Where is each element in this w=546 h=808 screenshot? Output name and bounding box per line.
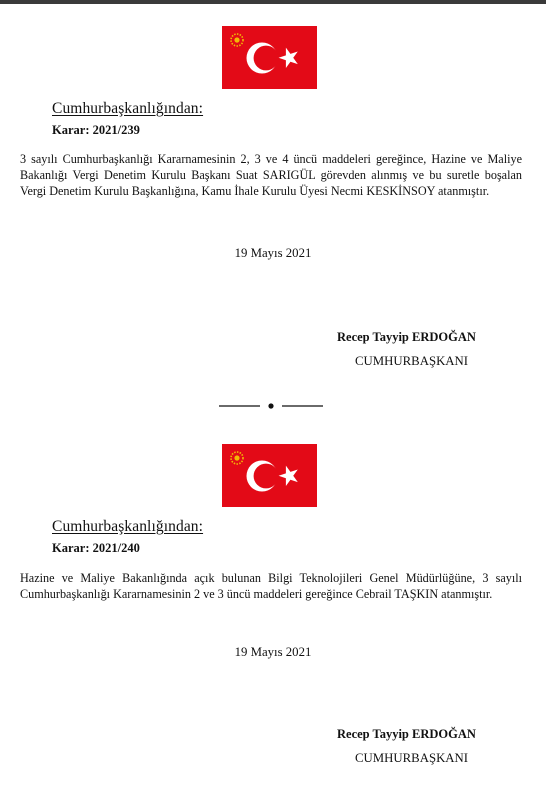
decree-number: Karar: 2021/240 xyxy=(52,541,140,555)
signer-name: Recep Tayyip ERDOĞAN xyxy=(337,330,476,344)
decree-date: 19 Mayıs 2021 xyxy=(234,645,312,659)
decree-body: Hazine ve Maliye Bakanlığında açık bulunan Bilgi Teknolojileri Genel Müdürlüğüne, 3 sayılı Cumhurbaşkanlığı Kararnamesinin 2 ve 3 üncü maddeleri gereğince Cebrail TAŞKIN atanmıştır. xyxy=(20,571,522,601)
signer-title: CUMHURBAŞKANI xyxy=(355,354,469,368)
turkish-flag-icon xyxy=(222,444,317,507)
decree-heading: Cumhurbaşkanlığından: xyxy=(52,100,204,117)
signer-name: Recep Tayyip ERDOĞAN xyxy=(337,727,476,741)
decree-number: Karar: 2021/239 xyxy=(52,123,140,137)
top-border xyxy=(0,0,546,4)
decree-body: 3 sayılı Cumhurbaşkanlığı Kararnamesinin 2, 3 ve 4 üncü maddeleri gereğince, Hazine ve Maliye Bakanlığı Vergi Denetim Kurulu Başkanı Suat SARIGÜL görevden alınmış ve bu suretle boşalan Vergi Denetim Kurulu Başkanlığına, Kamu İhale Kurulu Üyesi Necmi KESKİNSOY atanmıştır. xyxy=(20,152,522,198)
bullet-separator-icon xyxy=(219,400,323,412)
decree-date: 19 Mayıs 2021 xyxy=(234,246,312,260)
decree-heading: Cumhurbaşkanlığından: xyxy=(52,518,204,535)
turkish-flag-icon xyxy=(222,26,317,89)
signer-title: CUMHURBAŞKANI xyxy=(355,751,469,765)
